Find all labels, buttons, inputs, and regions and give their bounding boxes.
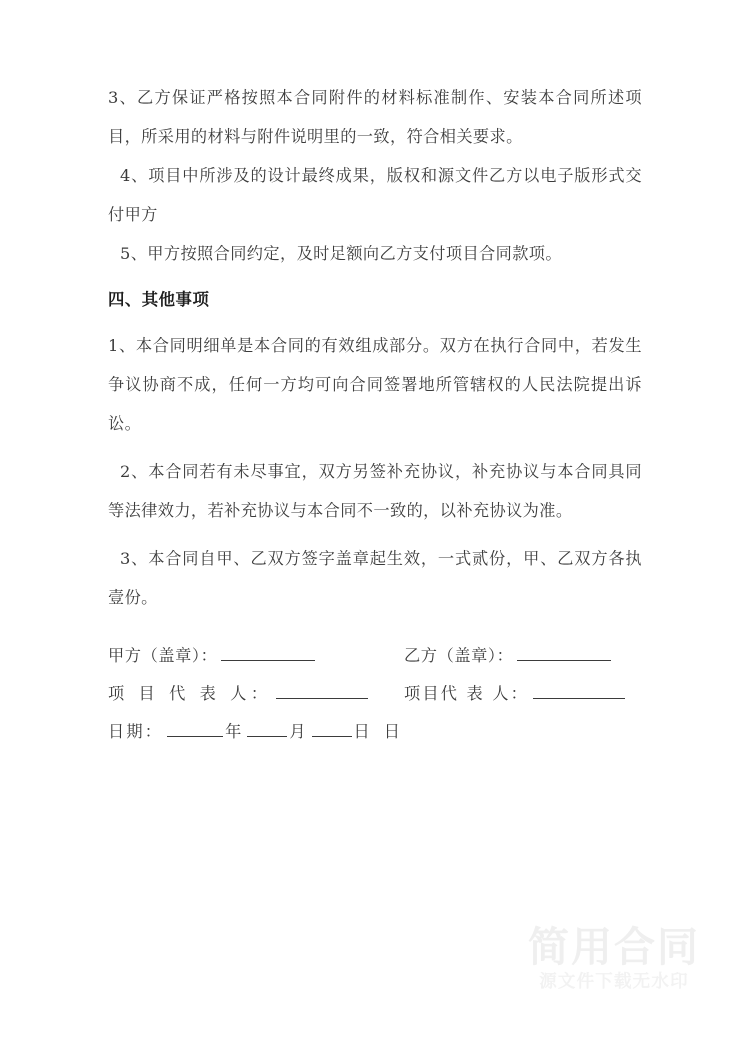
party-a-seal-cell — [108, 637, 404, 675]
party-b-seal-input[interactable] — [517, 659, 611, 661]
party-b-representative-cell — [404, 675, 625, 713]
date-row — [108, 713, 642, 751]
party-b-representative-label: 项目代 表 人： — [404, 684, 530, 703]
clause-4-section-iii: 4、项目中所涉及的设计最终成果，版权和源文件乙方以电子版形式交付甲方 — [108, 166, 642, 224]
party-b-seal-label: 乙方（盖章）： — [404, 646, 514, 665]
party-a-representative-cell — [108, 675, 404, 713]
signature-block — [108, 637, 642, 751]
date-month-input[interactable] — [247, 735, 287, 737]
party-a-representative-label: 项 目 代 表 人： — [108, 684, 272, 703]
clause-5-section-iii: 5、甲方按照合同约定，及时足额向乙方支付项目合同款项。 — [120, 244, 562, 263]
watermark — [528, 922, 700, 994]
spacer — [108, 273, 642, 280]
date-day-input[interactable] — [312, 735, 352, 737]
seal-row — [108, 637, 642, 675]
date-month-unit: 月 — [289, 722, 306, 741]
date-year-input[interactable] — [167, 735, 223, 737]
watermark-subtitle: 源文件下载无水印 — [539, 972, 689, 993]
clause-3-section-iv: 3、本合同自甲、乙双方签字盖章起生效，一式贰份，甲、乙双方各执壹份。 — [108, 549, 642, 607]
spacer — [108, 530, 642, 539]
spacer — [108, 443, 642, 452]
party-a-representative-input[interactable] — [276, 697, 368, 699]
section-heading-other-matters: 四、其他事项 — [108, 290, 210, 309]
clause-1-section-iv: 1、本合同明细单是本合同的有效组成部分。双方在执行合同中，若发生争议协商不成，任何一方均可向合同签署地所管辖权的人民法院提出诉讼。 — [108, 336, 642, 433]
party-a-seal-label: 甲方（盖章）： — [108, 646, 218, 665]
clause-2-section-iv: 2、本合同若有未尽事宜，双方另签补充协议，补充协议与本合同具同等法律效力，若补充协议与本合同不一致的，以补充协议为准。 — [108, 462, 642, 520]
watermark-title: 简用合同 — [528, 922, 700, 971]
date-year-unit: 年 — [225, 722, 242, 741]
party-b-seal-cell — [404, 637, 611, 675]
party-b-representative-input[interactable] — [533, 697, 625, 699]
clause-3-section-iii: 3、乙方保证严格按照本合同附件的材料标准制作、安装本合同所述项目，所采用的材料与附件说明里的一致，符合相关要求。 — [108, 88, 642, 146]
spacer — [108, 319, 642, 326]
date-label: 日期： — [108, 722, 164, 741]
document-body — [108, 78, 642, 751]
date-day-unit: 日 — [353, 722, 370, 741]
party-a-seal-input[interactable] — [221, 659, 315, 661]
representative-row — [108, 675, 642, 713]
date-day-trailing: 日 — [383, 722, 400, 741]
